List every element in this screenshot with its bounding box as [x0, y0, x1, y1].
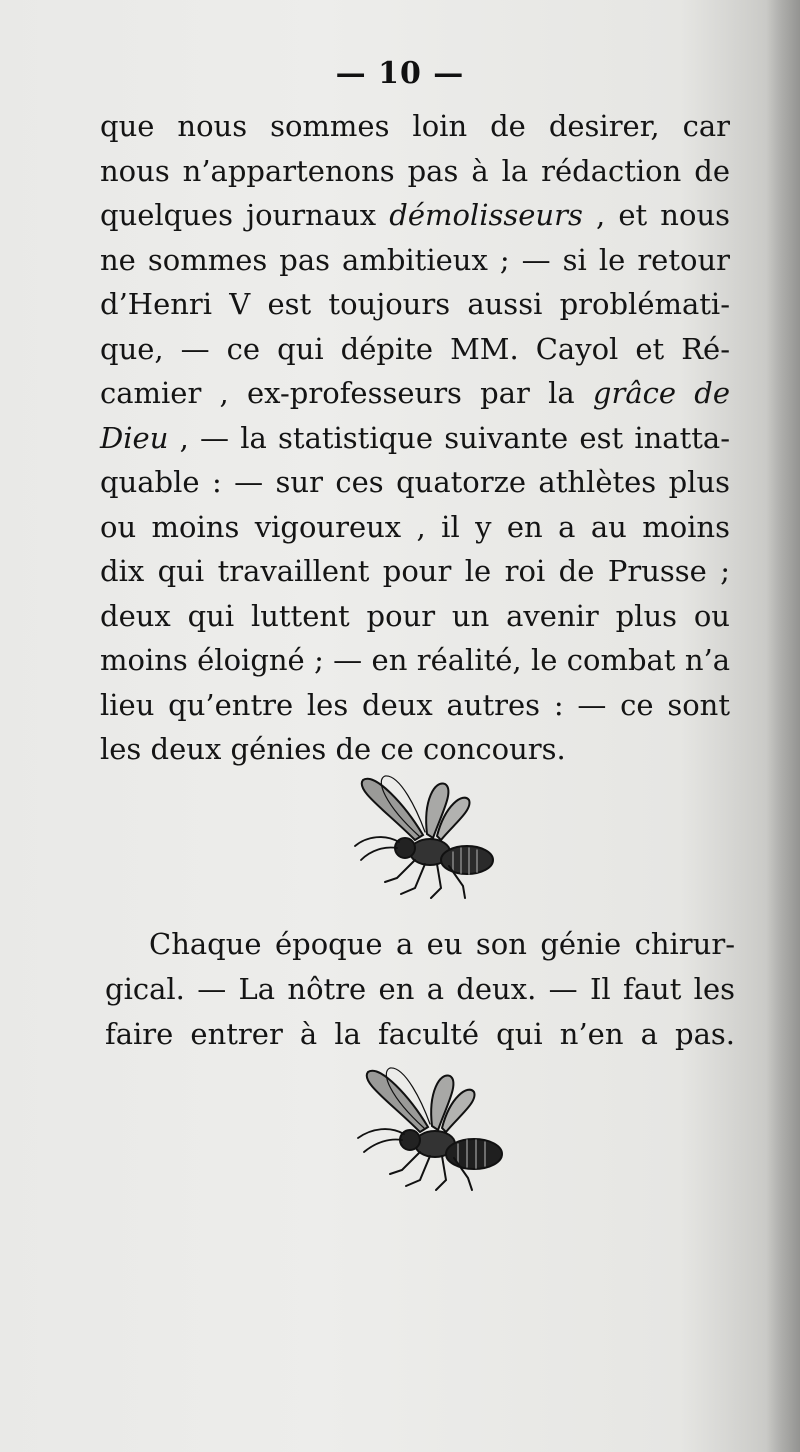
fly-ornament-icon: [345, 770, 505, 910]
text-segment: lieu qu’entre les deux autres : — ce sont: [100, 687, 730, 722]
text-line: [100, 327, 730, 372]
text-line: [100, 282, 730, 327]
text-line: [100, 638, 730, 683]
text-line: [100, 371, 730, 416]
text-line: [105, 1012, 735, 1057]
text-segment: quelques journaux: [100, 198, 390, 232]
fly-ornament-icon: [350, 1062, 510, 1202]
text-line: [100, 104, 730, 149]
text-segment: faire entrer à la faculté qui n’en a pas.: [105, 1017, 735, 1051]
text-line: [105, 922, 735, 967]
text-segment: , et nous: [582, 198, 731, 232]
text-line: [100, 594, 730, 639]
text-line: [100, 238, 730, 283]
italic-text: démolisseurs: [389, 198, 583, 232]
text-segment: dix qui travaillent pour le roi de Prusse ;: [100, 554, 730, 588]
page-gutter-shadow: [766, 0, 800, 1452]
italic-text: Dieu: [100, 420, 169, 455]
text-line: [100, 460, 730, 505]
text-line: [100, 505, 730, 550]
text-segment: que, — ce qui dépite MM. Cayol et Ré-: [100, 331, 730, 366]
text-line: [105, 967, 735, 1012]
page-number: — 10 —: [335, 56, 465, 91]
text-segment: camier , ex-professeurs par la: [100, 376, 593, 410]
text-line: [100, 416, 730, 461]
text-segment: d’Henri V est toujours aussi problémati-: [100, 287, 730, 321]
text-segment: moins éloigné ; — en réalité, le combat n’a: [100, 643, 730, 677]
text-segment: les deux génies de ce concours.: [100, 732, 566, 766]
text-segment: Chaque époque a eu son génie chirur-: [149, 927, 735, 961]
text-line: [100, 727, 730, 772]
text-segment: ou moins vigoureux , il y en a au moins: [100, 509, 730, 544]
text-line: [100, 149, 730, 194]
text-segment: , — la statistique suivante est inatta-: [168, 420, 730, 455]
text-segment: ne sommes pas ambitieux ; — si le retour: [100, 242, 730, 277]
text-line: [100, 193, 730, 238]
text-segment: gical. — La nôtre en a deux. — Il faut les: [105, 972, 735, 1006]
text-segment: que nous sommes loin de desirer, car: [100, 109, 730, 143]
text-segment: quable : — sur ces quatorze athlètes plus: [100, 465, 730, 499]
text-segment: deux qui luttent pour un avenir plus ou: [100, 598, 730, 633]
text-line: [100, 549, 730, 594]
italic-text: grâce de: [592, 376, 730, 410]
paragraph-1: [100, 104, 730, 772]
paragraph-2: [105, 922, 735, 1057]
text-line: [100, 683, 730, 728]
text-segment: nous n’appartenons pas à la rédaction de: [100, 153, 730, 188]
